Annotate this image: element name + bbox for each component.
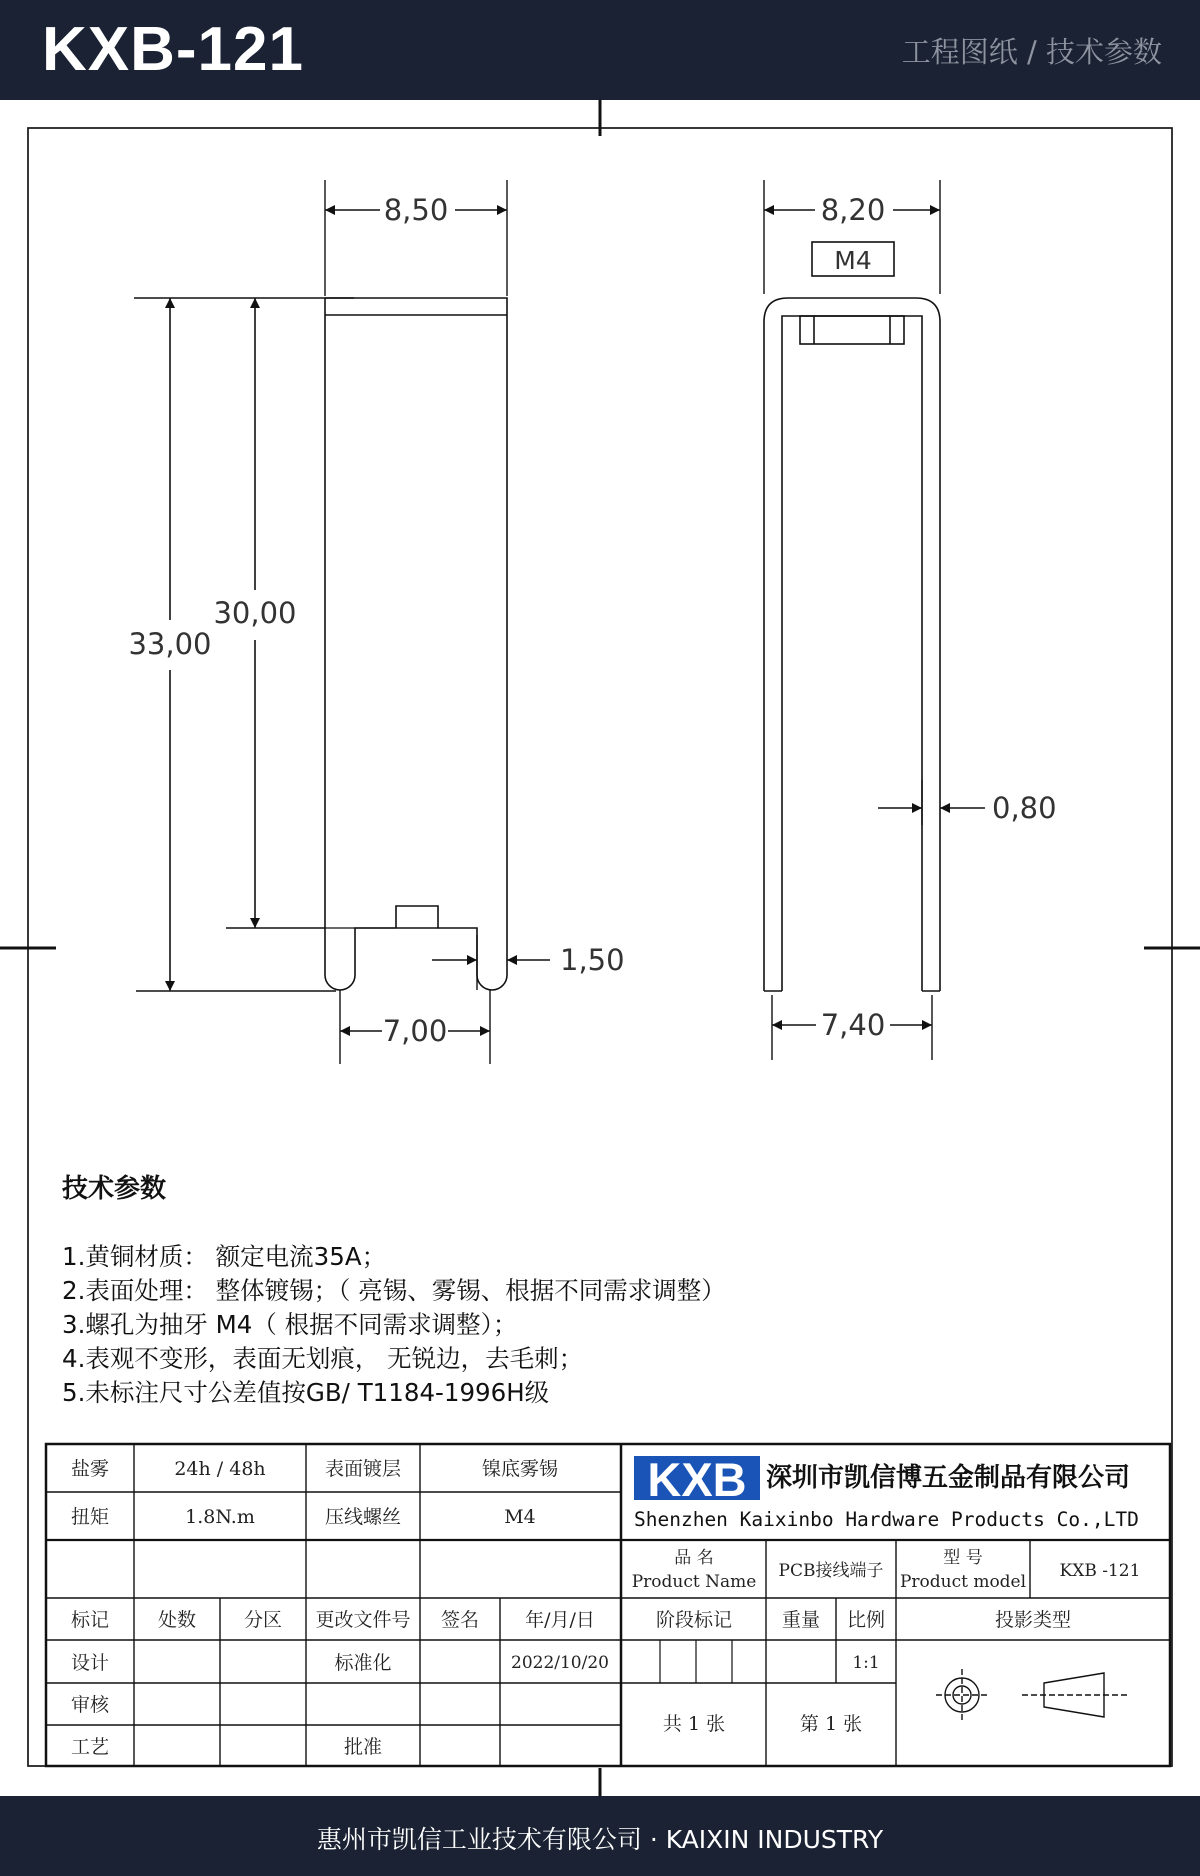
product-model-label-cn: 型 号: [943, 1548, 983, 1568]
product-name-label-en: Product Name: [631, 1572, 757, 1592]
torque-label: 扭矩: [70, 1506, 110, 1528]
salt-spray-value: 24h / 48h: [174, 1458, 266, 1480]
total-sheets: 共 1 张: [662, 1713, 726, 1735]
spec-item: 1.黄铜材质： 额定电流35A；: [62, 1242, 387, 1271]
projection-label: 投影类型: [994, 1609, 1072, 1631]
side-view: [764, 242, 940, 991]
hdr-count: 处数: [157, 1609, 197, 1631]
plating-value: 镍底雾锡: [481, 1458, 559, 1480]
hdr-zone: 分区: [243, 1609, 283, 1631]
product-model-label-en: Product model: [899, 1572, 1027, 1592]
scale-label: 比例: [846, 1609, 886, 1631]
dim-base-left: 7,00: [382, 1014, 448, 1048]
plating-label: 表面镀层: [324, 1458, 402, 1480]
dim-width-right: 8,20: [820, 193, 886, 227]
model-number: KXB-121: [42, 15, 304, 84]
specs-heading: 技术参数: [62, 1174, 167, 1204]
dim-height-total: 33,00: [128, 627, 212, 661]
dim-slot: 1,50: [560, 943, 625, 977]
torque-value: 1.8N.m: [185, 1506, 255, 1528]
hdr-signature: 签名: [440, 1609, 480, 1631]
front-view: [325, 298, 507, 990]
design-label: 设计: [70, 1652, 110, 1674]
screw-value: M4: [504, 1506, 536, 1528]
hdr-date: 年/月/日: [525, 1609, 595, 1631]
spec-item: 3.螺孔为抽牙 M4（ 根据不同需求调整）；: [62, 1310, 518, 1339]
spec-item: 5.未标注尺寸公差值按GB/ T1184-1996H级: [62, 1378, 550, 1407]
review-label: 审核: [70, 1694, 110, 1716]
product-name-value: PCB接线端子: [778, 1561, 884, 1581]
screw-label: 压线螺丝: [324, 1506, 402, 1528]
process-label: 工艺: [70, 1736, 110, 1758]
bottom-footer-bar: [0, 1796, 1200, 1876]
salt-spray-label: 盐雾: [70, 1458, 110, 1480]
standard-label: 标准化: [334, 1652, 392, 1674]
product-model-value: KXB -121: [1059, 1561, 1141, 1581]
hdr-change-doc: 更改文件号: [315, 1609, 411, 1631]
footer-text: 惠州市凯信工业技术有限公司 · KAIXIN INDUSTRY: [316, 1825, 884, 1854]
thread-callout-text: M4: [834, 246, 872, 275]
scale-value: 1:1: [852, 1653, 880, 1673]
logo-text: KXB: [647, 1453, 747, 1506]
header-subtitle: 工程图纸 / 技术参数: [901, 35, 1162, 69]
projection-symbol: [936, 1669, 1130, 1721]
stage-mark-label: 阶段标记: [655, 1609, 733, 1631]
company-logo: [634, 1453, 760, 1506]
spec-item: 4.表观不变形，表面无划痕， 无锐边，去毛刺；: [62, 1344, 584, 1373]
company-name-en: Shenzhen Kaixinbo Hardware Products Co.,LTD: [634, 1508, 1139, 1531]
sheet-number: 第 1 张: [799, 1713, 863, 1735]
dim-base-right: 7,40: [820, 1008, 886, 1042]
dim-width-left: 8,50: [383, 193, 449, 227]
dim-thickness: 0,80: [992, 791, 1057, 825]
hdr-mark: 标记: [70, 1609, 110, 1631]
approve-label: 批准: [343, 1736, 383, 1758]
product-name-label-cn: 品 名: [674, 1548, 714, 1568]
specs-list: [62, 1240, 726, 1410]
spec-item: 2.表面处理： 整体镀锡；（ 亮锡、雾锡、根据不同需求调整）: [62, 1276, 726, 1305]
date-value: 2022/10/20: [511, 1653, 609, 1673]
company-name-cn: 深圳市凯信博五金制品有限公司: [766, 1463, 1131, 1493]
dim-height-inner: 30,00: [213, 596, 297, 630]
weight-label: 重量: [781, 1609, 821, 1631]
